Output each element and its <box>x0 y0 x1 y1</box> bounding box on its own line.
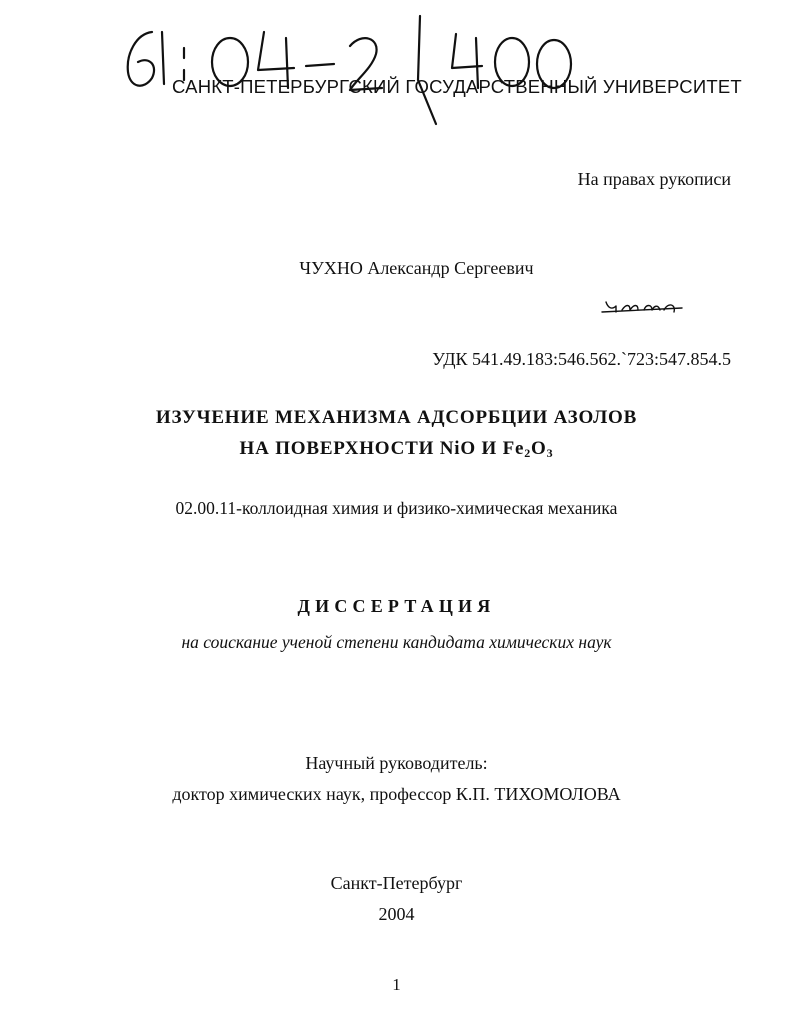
supervisor-label: Научный руководитель: <box>305 753 488 773</box>
o-subscript-3: 3 <box>546 446 554 460</box>
university-name: САНКТ-ПЕТЕРБУРГСКИЙ ГОСУДАРСТВЕННЫЙ УНИВЕРСИТЕТ <box>172 76 742 97</box>
author-name: ЧУХНО Александр Сергеевич <box>299 258 534 278</box>
rights-note: На правах рукописи <box>577 169 731 189</box>
title-line-2-prefix: НА ПОВЕРХНОСТИ NiO И Fe <box>239 438 525 459</box>
degree-line: на соискание ученой степени кандидата химических наук <box>181 632 612 652</box>
udc-code: УДК 541.49.183:546.562.`723:547.854.5 <box>432 349 731 369</box>
supervisor-name: доктор химических наук, профессор К.П. ТИХОМОЛОВА <box>172 784 621 804</box>
oxygen-symbol: O <box>531 438 547 459</box>
document-type: ДИССЕРТАЦИЯ <box>297 596 496 616</box>
thesis-title-line-1: ИЗУЧЕНИЕ МЕХАНИЗМА АДСОРБЦИИ АЗОЛОВ <box>155 407 638 428</box>
city: Санкт-Петербург <box>330 873 463 893</box>
page-number: 1 <box>392 975 401 994</box>
handwritten-archive-number <box>118 10 588 130</box>
specialty-code: 02.00.11-коллоидная химия и физико-химическая механика <box>175 498 618 518</box>
author-signature <box>598 292 684 322</box>
year: 2004 <box>378 904 415 924</box>
thesis-title-line-2 <box>0 439 793 459</box>
fe-subscript-2: 2 <box>524 446 532 460</box>
